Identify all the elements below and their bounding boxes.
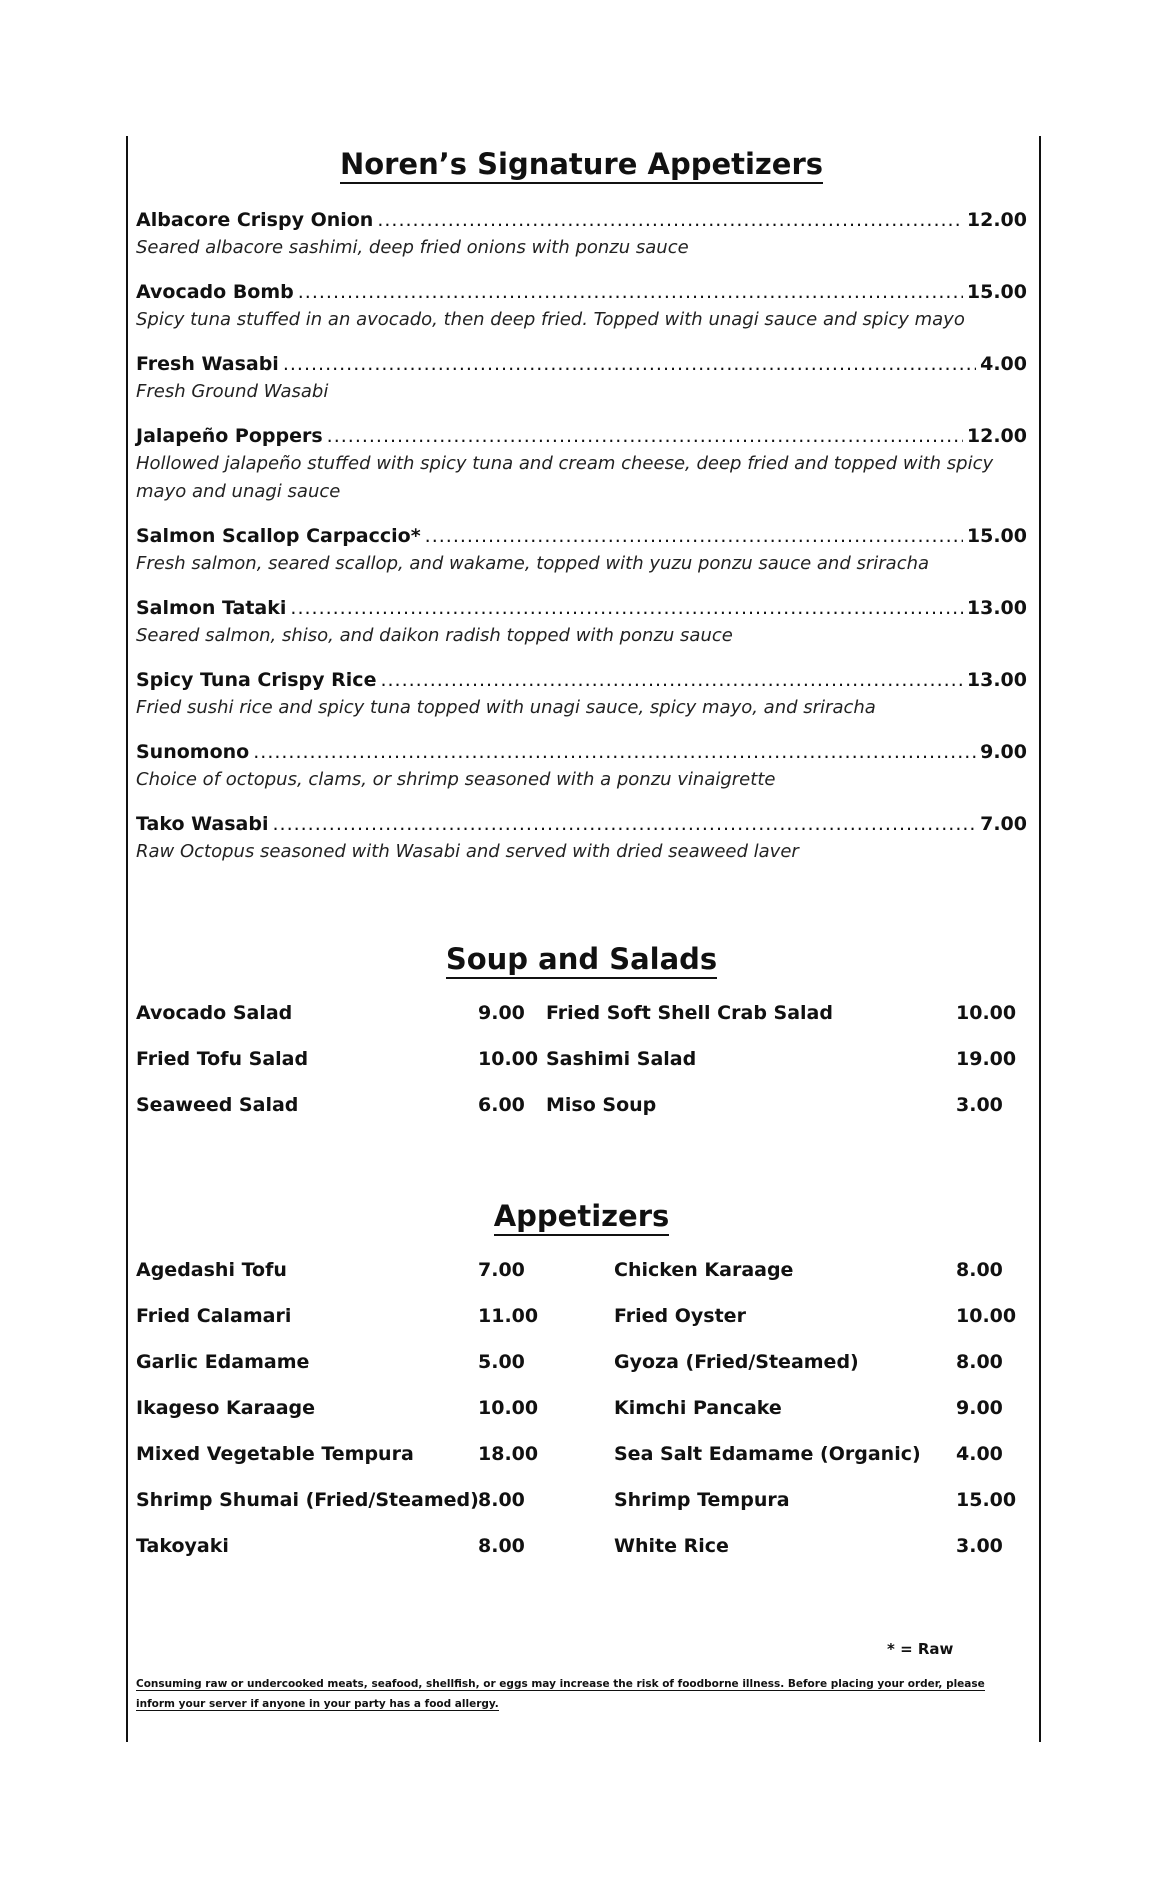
menu-item-name: Fried Tofu Salad <box>136 1048 309 1070</box>
menu-item-price: 7.00 <box>980 813 1027 835</box>
menu-item-name: Tako Wasabi <box>136 813 269 835</box>
menu-item-name: Sea Salt Edamame (Organic) <box>614 1443 921 1465</box>
menu-item-header <box>136 666 1027 694</box>
menu-item-price: 8.00 <box>956 1351 1003 1373</box>
menu-item-price: 8.00 <box>478 1535 525 1557</box>
menu-row <box>136 1045 1027 1091</box>
menu-item-name: Fried Oyster <box>614 1305 746 1327</box>
dot-leader <box>425 522 963 550</box>
menu-item-name: Spicy Tuna Crispy Rice <box>136 669 377 691</box>
menu-item-price: 8.00 <box>956 1259 1003 1281</box>
menu-item-name: Salmon Tataki <box>136 597 287 619</box>
menu-item <box>136 350 1027 406</box>
menu-item-description: Fresh Ground Wasabi <box>136 381 329 402</box>
signature-title-text: Noren’s Signature Appetizers <box>340 147 823 184</box>
menu-item <box>136 422 1027 506</box>
menu-item-name: Miso Soup <box>546 1094 657 1116</box>
menu-item-name: Shrimp Shumai (Fried/Steamed) <box>136 1489 479 1511</box>
menu-item <box>136 666 1027 722</box>
dot-leader <box>290 594 962 622</box>
menu-row <box>136 1091 1027 1137</box>
dot-leader <box>272 810 976 838</box>
menu-item-price: 10.00 <box>956 1002 1017 1024</box>
menu-item-header <box>136 350 1027 378</box>
menu-item-name: Albacore Crispy Onion <box>136 209 374 231</box>
menu-item-description: Spicy tuna stuffed in an avocado, then deep fried. Topped with unagi sauce and spicy mayo <box>136 309 965 330</box>
menu-item-price: 7.00 <box>478 1259 525 1281</box>
menu-item-name: Chicken Karaage <box>614 1259 794 1281</box>
menu-item-price: 9.00 <box>478 1002 525 1024</box>
menu-item-name: Shrimp Tempura <box>614 1489 790 1511</box>
menu-item-description: Fresh salmon, seared scallop, and wakame, topped with yuzu ponzu sauce and sriracha <box>136 553 930 574</box>
disclaimer-text: Consuming raw or undercooked meats, seafood, shellfish, or eggs may increase the risk of foodborne illness. Before placing your order, please inform your server if anyone in your party has a food allergy. <box>136 1678 985 1710</box>
menu-item <box>136 738 1027 794</box>
menu-item-price: 13.00 <box>966 597 1027 619</box>
menu-item-description: Seared salmon, shiso, and daikon radish topped with ponzu sauce <box>136 625 733 646</box>
menu-item-header <box>136 522 1027 550</box>
dot-leader <box>253 738 976 766</box>
dot-leader <box>327 422 963 450</box>
menu-item-name: Avocado Bomb <box>136 281 294 303</box>
menu-item-name: Takoyaki <box>136 1535 229 1557</box>
appetizers-title-text: Appetizers <box>494 1199 670 1236</box>
menu-item-name: Mixed Vegetable Tempura <box>136 1443 414 1465</box>
menu-item-price: 3.00 <box>956 1535 1003 1557</box>
menu-row <box>136 1394 1027 1440</box>
menu-item-price: 15.00 <box>966 525 1027 547</box>
menu-item-price: 11.00 <box>478 1305 539 1327</box>
dot-leader <box>377 206 963 234</box>
menu-item-header <box>136 594 1027 622</box>
menu-item-name: Kimchi Pancake <box>614 1397 782 1419</box>
menu-item-description: Hollowed jalapeño stuffed with spicy tuna and cream cheese, deep fried and topped with spicy mayo and unagi sauce <box>136 453 994 502</box>
section-title-soups <box>136 941 1027 977</box>
dot-leader <box>380 666 962 694</box>
menu-item-price: 19.00 <box>956 1048 1017 1070</box>
menu-row <box>136 1486 1027 1532</box>
menu-item-price: 3.00 <box>956 1094 1003 1116</box>
menu-item-header <box>136 422 1027 450</box>
menu-item-price: 4.00 <box>956 1443 1003 1465</box>
signature-section <box>136 146 1027 882</box>
menu-item <box>136 522 1027 578</box>
menu-item-price: 13.00 <box>966 669 1027 691</box>
menu-row <box>136 1256 1027 1302</box>
menu-item-price: 9.00 <box>956 1397 1003 1419</box>
menu-item-price: 9.00 <box>980 741 1027 763</box>
menu-item-price: 10.00 <box>956 1305 1017 1327</box>
menu-item <box>136 810 1027 866</box>
menu-item-price: 10.00 <box>478 1397 539 1419</box>
menu-item-name: Ikageso Karaage <box>136 1397 316 1419</box>
menu-item <box>136 278 1027 334</box>
menu-item-header <box>136 738 1027 766</box>
menu-item-price: 5.00 <box>478 1351 525 1373</box>
dot-leader <box>298 278 963 306</box>
menu-item-name: Fried Soft Shell Crab Salad <box>546 1002 833 1024</box>
menu-item-price: 12.00 <box>966 209 1027 231</box>
menu-item <box>136 206 1027 262</box>
menu-item-price: 18.00 <box>478 1443 539 1465</box>
menu-item-name: Avocado Salad <box>136 1002 293 1024</box>
menu-item-description: Fried sushi rice and spicy tuna topped with unagi sauce, spicy mayo, and sriracha <box>136 697 876 718</box>
dot-leader <box>283 350 976 378</box>
menu-row <box>136 999 1027 1045</box>
menu-item-header <box>136 810 1027 838</box>
soups-list <box>136 999 1027 1137</box>
menu-item-name: Sunomono <box>136 741 250 763</box>
menu-row <box>136 1302 1027 1348</box>
menu-item-name: Seaweed Salad <box>136 1094 299 1116</box>
soups-section <box>136 941 1027 1137</box>
menu-item-price: 12.00 <box>966 425 1027 447</box>
menu-item-name: Garlic Edamame <box>136 1351 310 1373</box>
appetizers-section <box>136 1198 1027 1578</box>
menu-item-description: Choice of octopus, clams, or shrimp seasoned with a ponzu vinaigrette <box>136 769 776 790</box>
appetizers-list <box>136 1256 1027 1578</box>
menu-item-header <box>136 278 1027 306</box>
menu-row <box>136 1532 1027 1578</box>
menu-item-name: Jalapeño Poppers <box>136 425 323 447</box>
menu-item-name: Fresh Wasabi <box>136 353 279 375</box>
menu-item-price: 15.00 <box>956 1489 1017 1511</box>
section-title-appetizers <box>136 1198 1027 1234</box>
menu-item-price: 8.00 <box>478 1489 525 1511</box>
menu-item-name: White Rice <box>614 1535 729 1557</box>
signature-list <box>136 206 1027 866</box>
allergy-disclaimer <box>136 1674 996 1714</box>
menu-item-name: Sashimi Salad <box>546 1048 697 1070</box>
menu-item-name: Gyoza (Fried/Steamed) <box>614 1351 859 1373</box>
menu-item-price: 6.00 <box>478 1094 525 1116</box>
menu-row <box>136 1440 1027 1486</box>
menu-item <box>136 594 1027 650</box>
menu-item-price: 10.00 <box>478 1048 539 1070</box>
menu-item-name: Salmon Scallop Carpaccio* <box>136 525 421 547</box>
menu-row <box>136 1348 1027 1394</box>
menu-item-description: Raw Octopus seasoned with Wasabi and served with dried seaweed laver <box>136 841 799 862</box>
section-title-signature <box>136 146 1027 182</box>
menu-item-name: Fried Calamari <box>136 1305 292 1327</box>
menu-item-name: Agedashi Tofu <box>136 1259 287 1281</box>
raw-footnote: * = Raw <box>887 1640 954 1658</box>
menu-item-price: 15.00 <box>966 281 1027 303</box>
soups-title-text: Soup and Salads <box>446 942 717 979</box>
menu-item-price: 4.00 <box>980 353 1027 375</box>
menu-item-description: Seared albacore sashimi, deep fried onions with ponzu sauce <box>136 237 689 258</box>
menu-item-header <box>136 206 1027 234</box>
